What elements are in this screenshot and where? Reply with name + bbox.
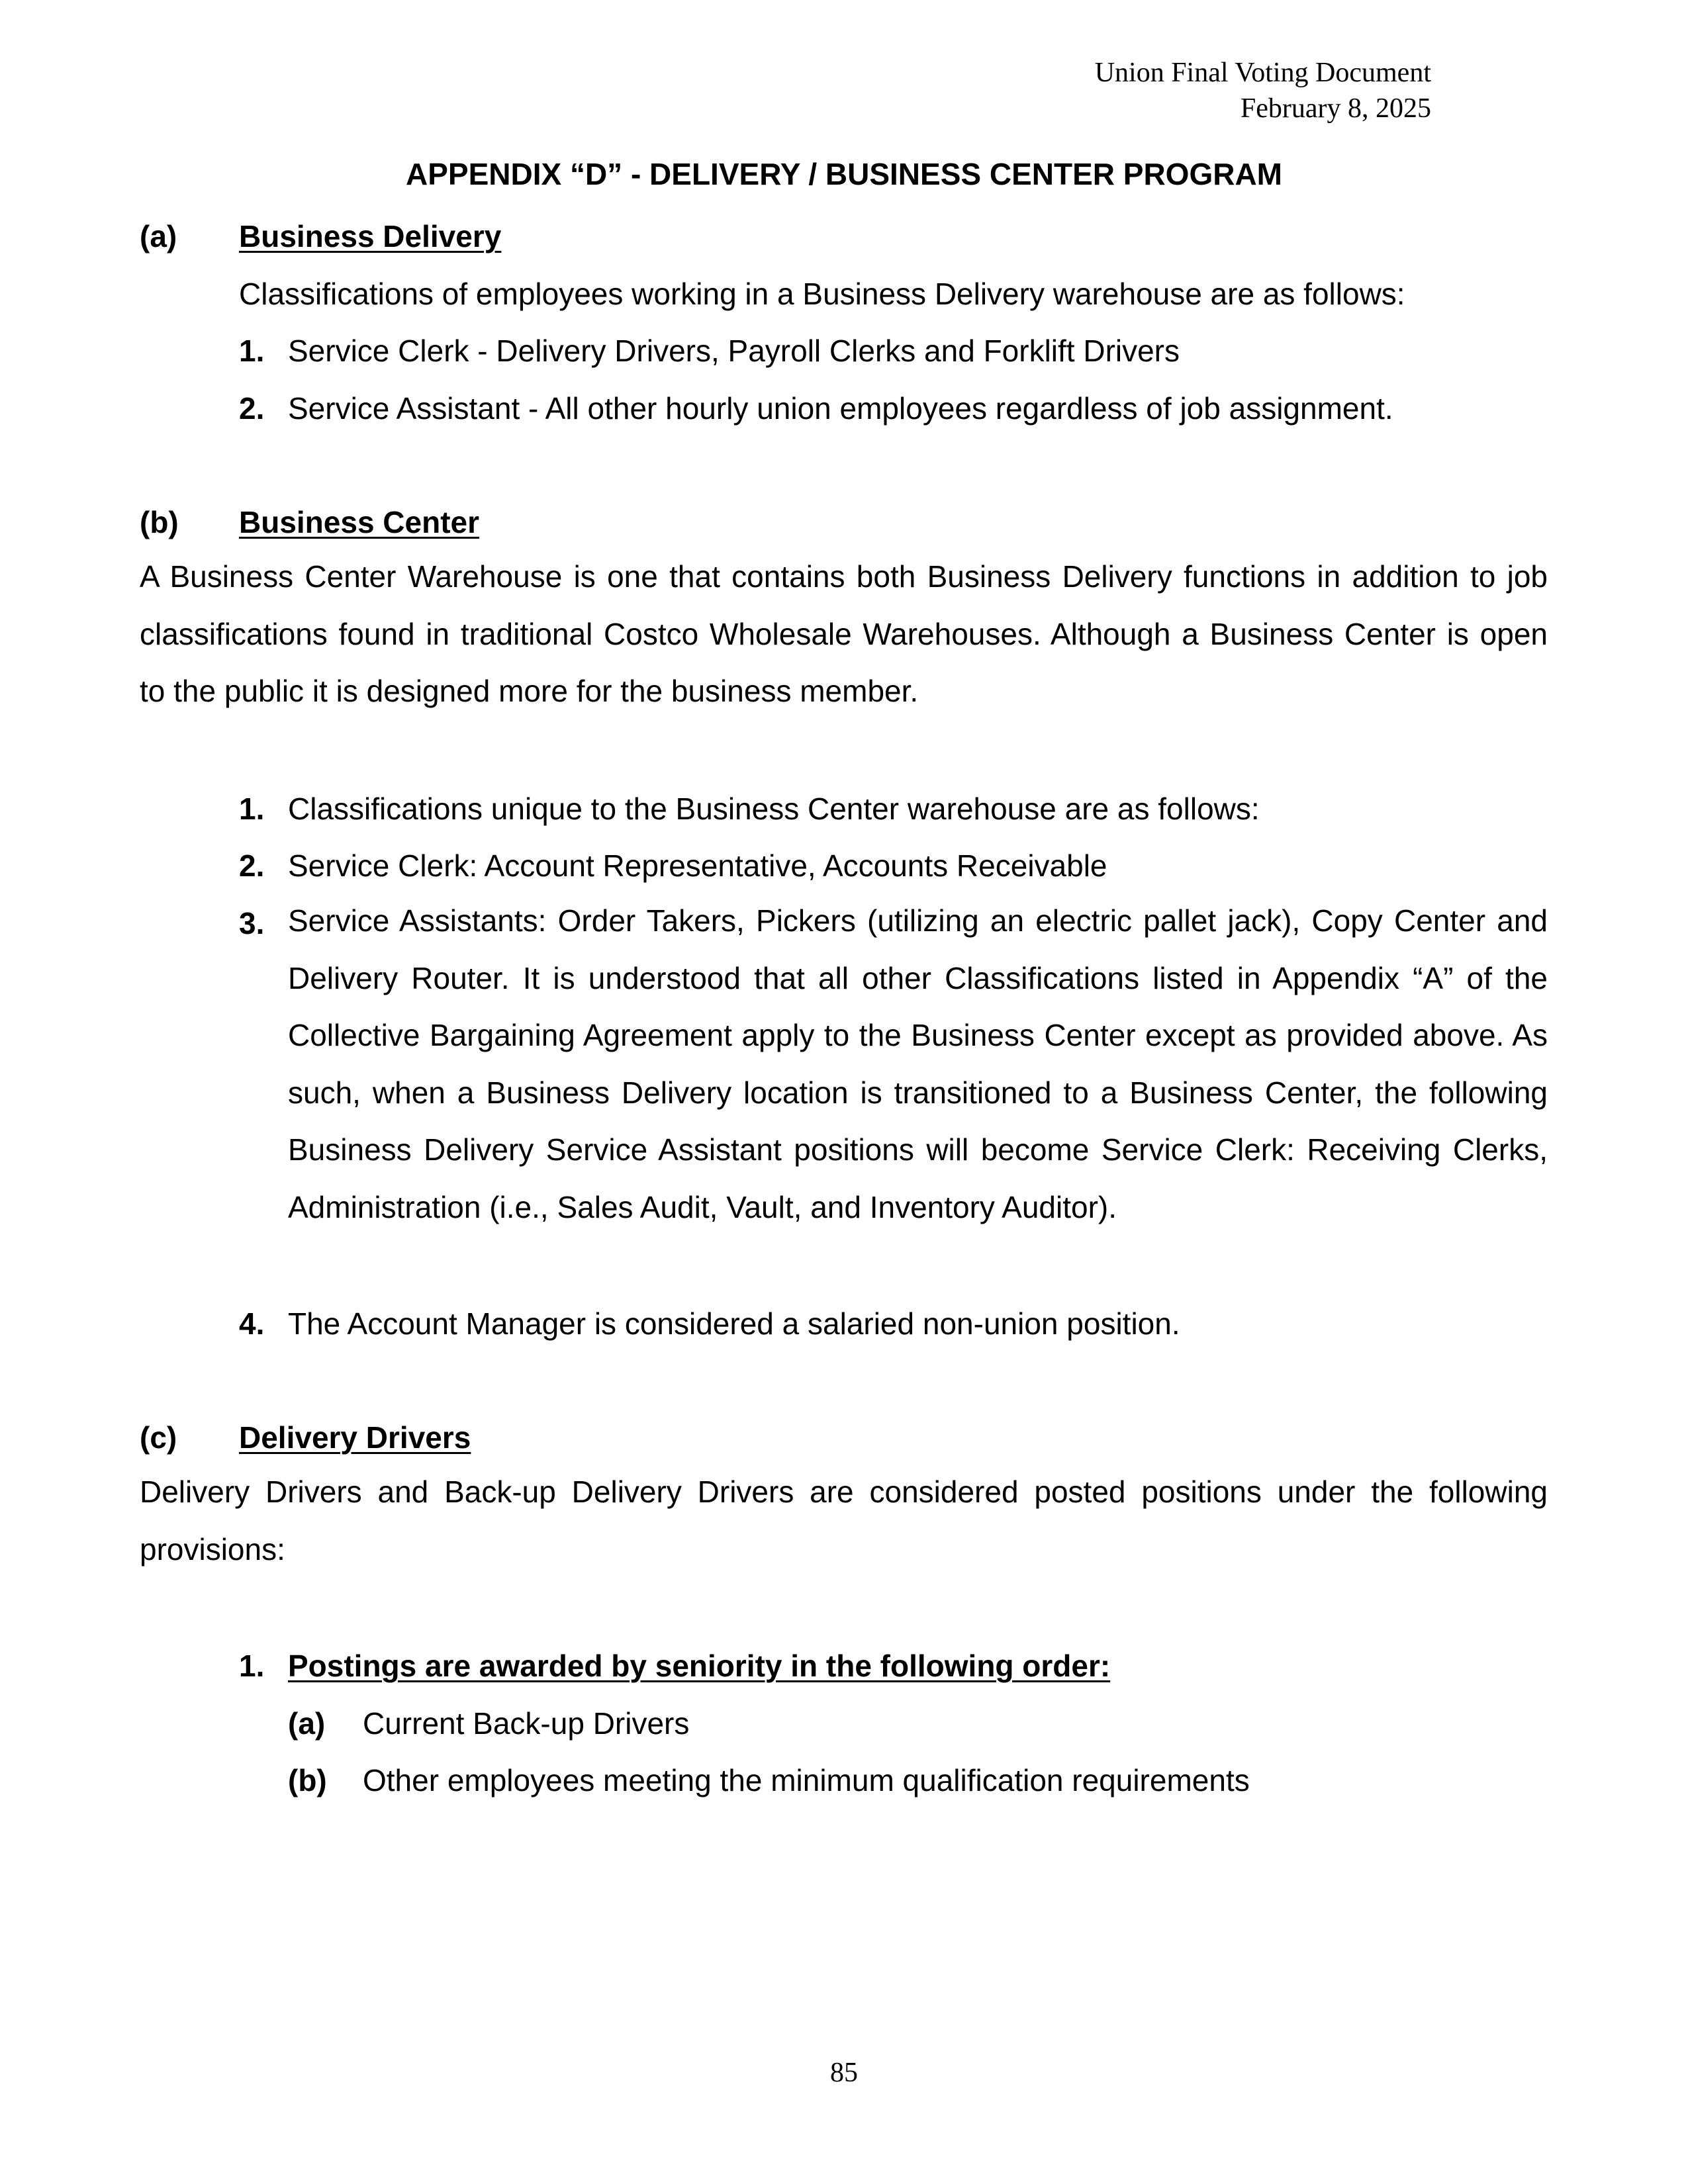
section-a-marker: (a) <box>140 219 177 253</box>
header-title: Union Final Voting Document <box>1094 58 1431 88</box>
section-c-subitem-b-text: Other employees meeting the minimum qualification requirements <box>363 1763 1250 1797</box>
section-c-item-1-text: Postings are awarded by seniority in the following order: <box>288 1649 1111 1683</box>
section-a-intro: Classifications of employees working in a Business Delivery warehouse are as follows: <box>239 277 1405 311</box>
section-b-item-3-number: 3. <box>239 906 265 940</box>
section-b-paragraph: A Business Center Warehouse is one that contains both Business Delivery functions in addition to job classifications found in traditional Costco Wholesale Warehouses. Although a Business Center is open to the public it is designed more for the business member. <box>140 559 1548 708</box>
section-c-paragraph: Delivery Drivers and Back-up Delivery Drivers are considered posted positions under the following provisions: <box>140 1475 1548 1567</box>
section-b-item-1-text: Classifications unique to the Business Center warehouse are as follows: <box>288 792 1260 826</box>
header-date: February 8, 2025 <box>1240 93 1431 124</box>
page-number: 85 <box>830 2058 858 2088</box>
section-a-item-1-number: 1. <box>239 334 265 368</box>
section-b-item-4-text: The Account Manager is considered a salaried non-union position. <box>288 1306 1180 1341</box>
section-b-item-2-text: Service Clerk: Account Representative, Accounts Receivable <box>288 848 1107 883</box>
section-b-item-2-number: 2. <box>239 848 265 883</box>
section-b-item-3-text: Service Assistants: Order Takers, Pickers (utilizing an electric pallet jack), Copy Center and Delivery Router. It is understood that all other Classifications listed in Appendix “A” of the Collective Bargaining Agreement apply to the Business Center except as provided above. As such, when a Business Delivery location is transitioned to a Business Center, the following Business Delivery Service Assistant positions will become Service Clerk: Receiving Clerks, Administration (i.e., Sales Audit, Vault, and Inventory Auditor). <box>288 903 1548 1224</box>
section-b-item-4-number: 4. <box>239 1306 265 1341</box>
section-b-item-1-number: 1. <box>239 792 265 826</box>
section-c-subitem-a-marker: (a) <box>288 1706 326 1741</box>
section-b-heading: Business Center <box>239 505 480 539</box>
section-c-subitem-b-marker: (b) <box>288 1763 327 1797</box>
section-a-item-1-text: Service Clerk - Delivery Drivers, Payroll Clerks and Forklift Drivers <box>288 334 1180 368</box>
section-c-heading: Delivery Drivers <box>239 1420 471 1455</box>
section-b-marker: (b) <box>140 505 179 539</box>
section-c-subitem-a-text: Current Back-up Drivers <box>363 1706 690 1741</box>
section-a-heading: Business Delivery <box>239 219 502 253</box>
section-a-item-2-number: 2. <box>239 391 265 426</box>
appendix-title: APPENDIX “D” - DELIVERY / BUSINESS CENTER PROGRAM <box>406 157 1282 191</box>
section-c-marker: (c) <box>140 1420 177 1455</box>
section-c-item-1-number: 1. <box>239 1649 265 1683</box>
section-a-item-2-text: Service Assistant - All other hourly union employees regardless of job assignment. <box>288 391 1393 426</box>
